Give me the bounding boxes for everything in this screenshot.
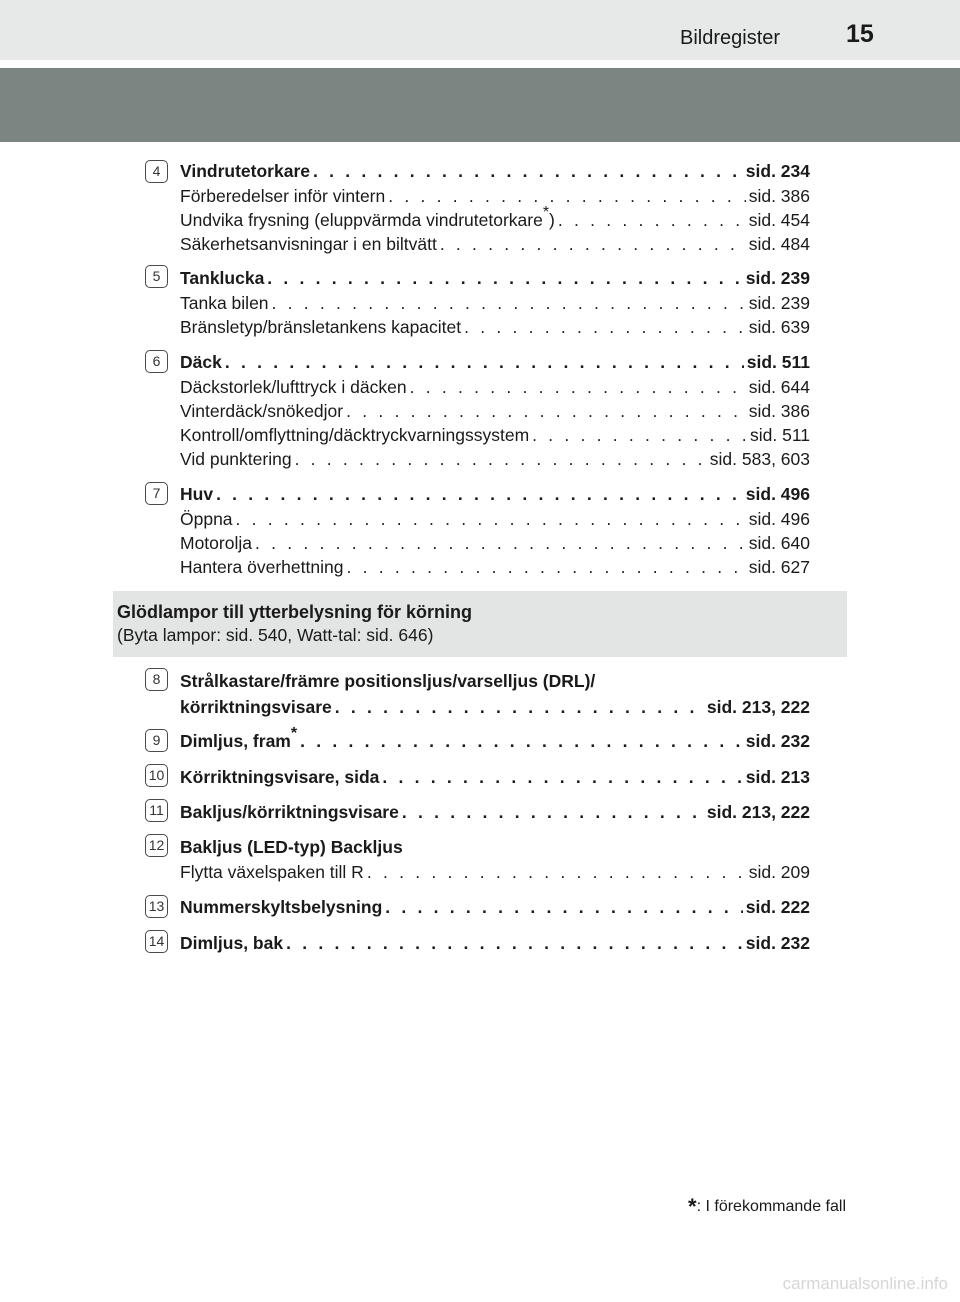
callout-number-10: 10 [145,764,168,787]
sub-entry [180,860,810,884]
leader-dots [286,930,743,956]
sub-entry-label: Däckstorlek/lufttryck i däcken [180,377,407,397]
entry-heading [180,725,810,754]
header-bar [0,0,960,60]
page-reference[interactable]: sid. 511 [750,425,810,445]
leader-dots [272,291,746,315]
sub-entry [180,531,810,555]
footnote-star: * [688,1194,697,1219]
page-reference[interactable]: sid. 239 [745,268,810,288]
entry-title: Körriktningsvisare, sida [180,767,380,787]
page-reference[interactable]: sid. 213 [745,767,810,787]
page-reference[interactable]: sid. 640 [748,533,810,553]
page-reference[interactable]: sid. 511 [746,352,810,372]
sub-entry-label: Vinterdäck/snökedjor [180,401,344,421]
entry-title: Bakljus (LED-typ) Backljus [180,837,403,857]
page-number: 15 [846,20,874,48]
sub-entry [180,507,810,531]
index-entry-fuel-door [180,265,810,339]
entry-title: Tanklucka [180,268,265,288]
entry-title: Dimljus, fram* [180,725,298,751]
index-entry-headlights [180,668,810,720]
entry-heading [180,799,810,825]
leader-dots [410,375,746,399]
sub-entry-label: Säkerhetsanvisningar i en biltvätt [180,234,437,254]
entry-title: Strålkastare/främre positionsljus/varselljus (DRL)/ [180,671,596,691]
sub-entry [180,423,810,447]
entry-title: Vindrutetorkare [180,161,310,181]
index-entry-wipers [180,158,810,256]
leader-dots [464,315,746,339]
sub-entry [180,184,810,208]
index-entry-tail-turn [180,799,810,825]
leader-dots [346,555,745,579]
leader-dots [216,481,743,507]
sub-entry-label: Hantera överhettning [180,557,344,577]
sub-entry-label: Förberedelser inför vintern [180,186,386,206]
sub-entry [180,291,810,315]
sub-entry [180,555,810,579]
footnote [688,1194,846,1224]
page-reference[interactable]: sid. 239 [748,293,810,313]
entry-title: Dimljus, bak [180,933,284,953]
page-reference[interactable]: sid. 627 [748,557,810,577]
sub-entry-label: Tanka bilen [180,293,269,313]
callout-number-12: 12 [145,834,168,857]
sub-entry [180,375,810,399]
page-reference[interactable]: sid. 583, 603 [709,449,810,469]
sub-entry [180,204,810,232]
leader-dots [346,399,746,423]
sub-entry-label: Undvika frysning (eluppvärmda vindrutetorkare*) [180,204,555,230]
leader-dots [335,694,704,720]
lamp-section-box [113,591,847,657]
entry-title: körriktningsvisare [180,697,332,717]
entry-heading [180,834,810,860]
entry-heading [180,158,810,184]
entry-title: Bakljus/körriktningsvisare [180,802,399,822]
leader-dots [382,764,742,790]
sub-entry [180,399,810,423]
leader-dots [236,507,746,531]
footnote-star: * [290,725,298,743]
footnote-star: * [542,204,550,222]
callout-number-13: 13 [145,895,168,918]
index-entry-tires [180,349,810,471]
leader-dots [255,531,746,555]
sub-entry-label: Motorolja [180,533,252,553]
page-reference[interactable]: sid. 496 [745,484,810,504]
leader-dots [440,232,746,256]
leader-dots [313,158,743,184]
entry-heading [180,930,810,956]
entry-heading [180,694,810,720]
callout-number-6: 6 [145,350,168,373]
callout-number-5: 5 [145,265,168,288]
leader-dots [367,860,746,884]
sub-entry-label: Flytta växelspaken till R [180,862,364,882]
entry-heading [180,265,810,291]
section-subheading: (Byta lampor: sid. 540, Watt-tal: sid. 646) [117,625,434,645]
index-entry-hood [180,481,810,579]
index-entry-front-fog [180,725,810,754]
leader-dots [300,728,743,754]
entry-heading [180,894,810,920]
entry-title: Däck [180,352,222,372]
page-reference[interactable]: sid. 213, 222 [706,802,810,822]
leader-dots [385,894,742,920]
page-reference[interactable]: sid. 213, 222 [706,697,810,717]
sub-entry [180,447,810,471]
callout-number-14: 14 [145,930,168,953]
sub-entry-label: Öppna [180,509,233,529]
watermark: carmanualsonline.info [782,1274,948,1293]
page-reference[interactable]: sid. 454 [748,210,810,230]
page-reference[interactable]: sid. 209 [748,862,810,882]
entry-title: Huv [180,484,214,504]
page-reference[interactable]: sid. 232 [745,933,810,953]
sub-entry-label: Bränsletyp/bränsletankens kapacitet [180,317,462,337]
sub-entry [180,315,810,339]
leader-dots [225,349,744,375]
callout-number-8: 8 [145,668,168,691]
footnote-text: : I förekommande fall [696,1198,846,1215]
leader-dots [267,265,742,291]
index-entry-rear-fog [180,930,810,956]
leader-dots [532,423,747,447]
section-title: Bildregister [680,27,781,49]
index-entry-plate-light [180,894,810,920]
sub-entry-label: Kontroll/omflyttning/däcktryckvarningssystem [180,425,530,445]
callout-number-11: 11 [145,799,168,822]
leader-dots [558,208,746,232]
callout-number-9: 9 [145,729,168,752]
page-reference[interactable]: sid. 484 [748,234,810,254]
leader-dots [388,184,745,208]
entry-title: Nummerskyltsbelysning [180,897,383,917]
page-reference[interactable]: sid. 644 [748,377,810,397]
header-banner [0,68,960,142]
index-entry-side-turn [180,764,810,790]
page-reference[interactable]: sid. 222 [745,897,810,917]
sub-entry [180,232,810,256]
page-reference[interactable]: sid. 639 [748,317,810,337]
page-reference[interactable]: sid. 232 [745,731,810,751]
callout-number-7: 7 [145,482,168,505]
page-reference[interactable]: sid. 234 [745,161,810,181]
page-reference[interactable]: sid. 386 [748,401,810,421]
entry-heading [180,481,810,507]
page-reference[interactable]: sid. 496 [748,509,810,529]
sub-entry-label: Vid punktering [180,449,292,469]
entry-heading-line1 [180,668,810,694]
section-heading: Glödlampor till ytterbelysning för körning [117,602,473,622]
leader-dots [295,447,707,471]
entry-heading [180,764,810,790]
index-entry-led-tail [180,834,810,884]
entry-heading [180,349,810,375]
leader-dots [402,799,704,825]
callout-number-4: 4 [145,160,168,183]
page-reference[interactable]: sid. 386 [748,186,810,206]
